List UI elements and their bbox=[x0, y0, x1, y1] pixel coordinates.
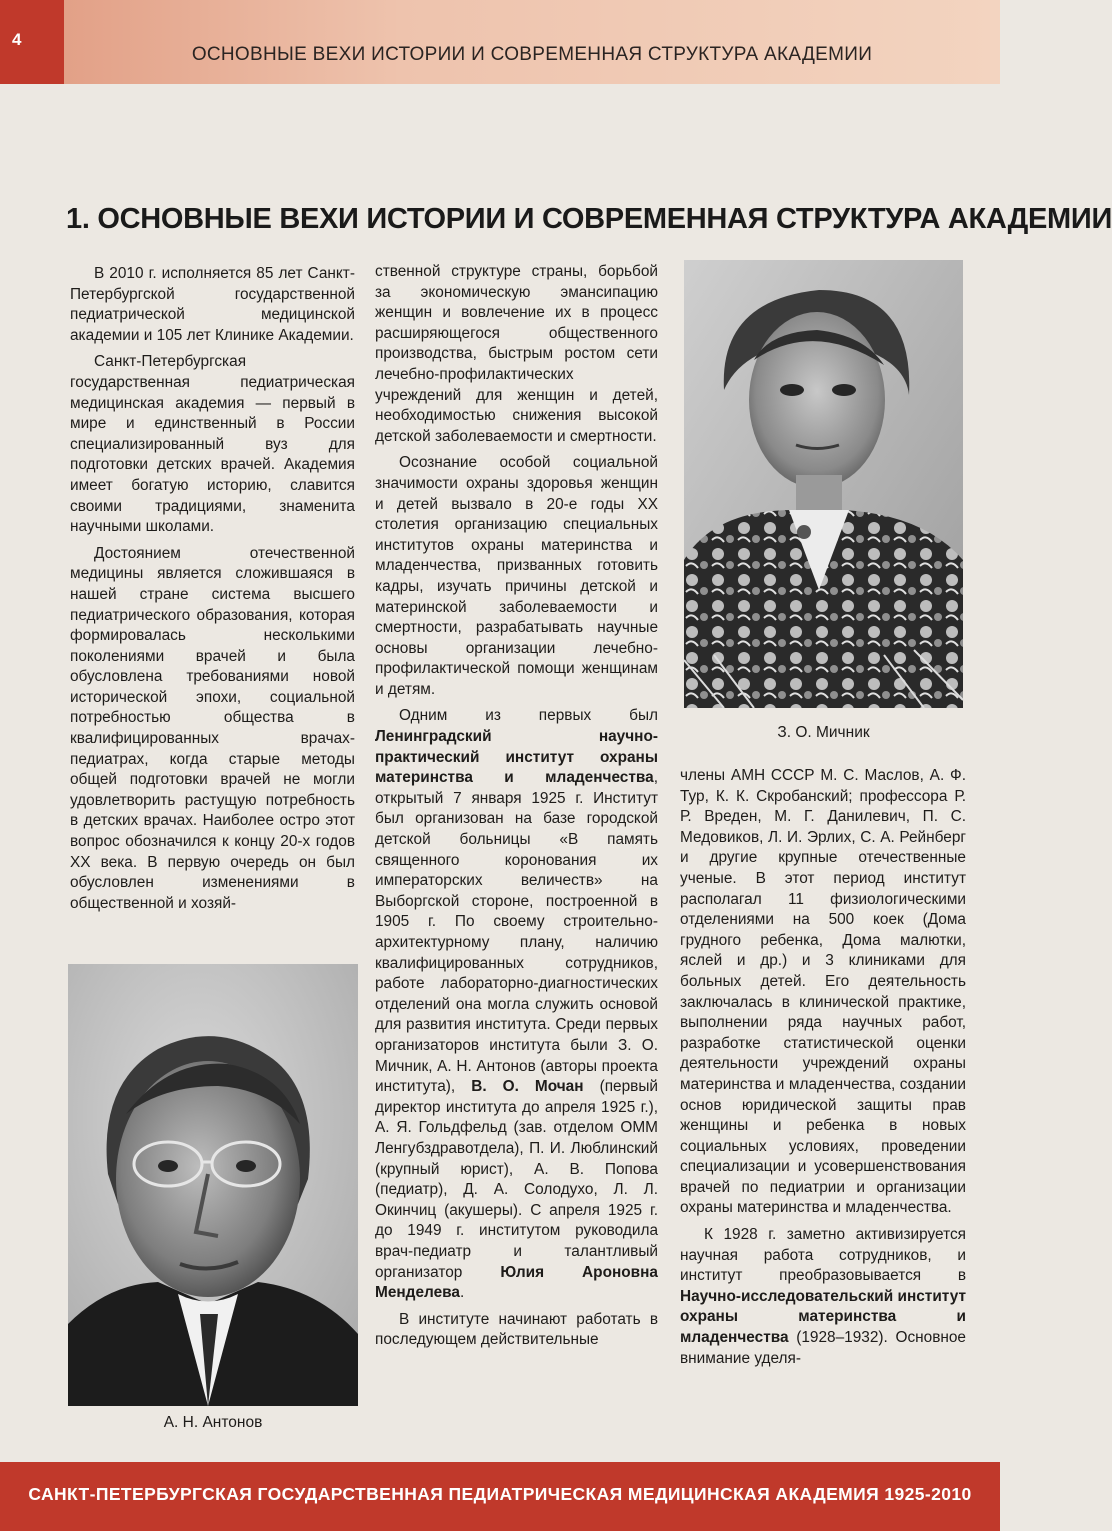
text-run: Одним из первых был bbox=[399, 707, 658, 725]
institute-name: Ленинградский научно-практический институт охраны материнства и младенчества bbox=[375, 728, 658, 787]
paragraph bbox=[680, 1225, 966, 1369]
person-name: Юлия Ароновна Менделева bbox=[375, 1263, 658, 1302]
page-number-box bbox=[0, 0, 64, 84]
running-title: ОСНОВНЫЕ ВЕХИ ИСТОРИИ И СОВРЕМЕННАЯ СТРУКТУРА АКАДЕМИИ bbox=[191, 44, 873, 65]
text-run: . bbox=[459, 1284, 465, 1302]
text-run: К 1928 г. заметно активизируется научная работа сотрудников, и институт преобразовывается в bbox=[680, 1226, 966, 1285]
paragraph: В 2010 г. исполняется 85 лет Санкт-Петербургской государственной педиатрической медицинской академии и 105 лет Клинике Академии. bbox=[70, 265, 355, 344]
portrait-michnik bbox=[684, 260, 963, 708]
footer-bar bbox=[0, 1462, 1000, 1531]
paragraph bbox=[375, 706, 658, 1303]
text-run: , открытый 7 января 1925 г. Институт был организован на базе городской детской больницы «В память священного коронования их императорских величеств» на Выборгской стороне, построенной в 1905 г. По своему строительно-архитектурному плану, наличию квалифицированных сотрудников, работе лабораторно-диагностических отделений она могла служить основой для развития института. Среди первых организаторов института были З. О. Мичник, А. Н. Антонов (авторы проекта института), bbox=[375, 769, 658, 1096]
page-number: 4 bbox=[12, 30, 22, 49]
photo-caption: А. Н. Антонов bbox=[163, 1414, 263, 1431]
text-run: (1928–1932). Основное внимание уделя- bbox=[680, 1329, 966, 1367]
header-bar bbox=[0, 0, 1000, 84]
paragraph: Осознание особой социальной значимости охраны здоровья женщин и детей вызвало в 20-е годы XX столетия организацию специальных институтов охраны материнства и младенчества, призванных готовить кадры, изучать причины детской и материнской заболеваемости и смертности, разрабатывать научные основы организации лечебно-профилактической помощи женщинам и детям. bbox=[375, 454, 658, 698]
text-run: (первый директор института до апреля 1925 г.), А. Я. Гольдфельд (зав. отделом ОММ Ленгубздравотдела), П. И. Люблинский (крупный юрист), А. В. Попова (педиатр), Д. А. Солодухо, Л. Л. Окинчиц (акушеры). С апреля 1925 г. до 1949 г. институтом руководила врач-педиатр и талантливый организатор bbox=[375, 1078, 658, 1281]
person-name: В. О. Мочан bbox=[471, 1078, 584, 1096]
text-column-2 bbox=[375, 262, 658, 1351]
paragraph: ственной структуре страны, борьбой за экономическую эмансипацию женщин и вовлечение их в процесс расширяющегося общественного производства, быстрым ростом сети лечебно-профилактических учреждений для женщин и детей, необходимостью снижения высокой детской заболеваемости и смертности. bbox=[375, 263, 658, 445]
paragraph: Достоянием отечественной медицины является сложившаяся в нашей стране система высшего педиатрического образования, которая формировалась несколькими поколениями врачей и была обусловлена требованиями новой исторической эпохи, социальной потребностью общества в квалифицированных врачах-педиатрах, когда старые методы общей подготовки врачей не могли удовлетворить растущую потребность в детских врачах. Наиболее остро этот вопрос обозначился к концу 20-х годов XX века. В первую очередь он был обусловлен изменениями в общественной и хозяй- bbox=[70, 544, 355, 912]
text-column-3 bbox=[680, 766, 966, 1369]
photo-caption: З. О. Мичник bbox=[777, 724, 870, 741]
article-title: 1. ОСНОВНЫЕ ВЕХИ ИСТОРИИ И СОВРЕМЕННАЯ СТРУКТУРА АКАДЕМИИ bbox=[66, 203, 1112, 235]
text-column-1 bbox=[70, 264, 355, 914]
paragraph: Санкт-Петербургская государственная педиатрическая медицинская академия — первый в мире и единственный в России специализированный вуз для подготовки детских врачей. Академия имеет богатую историю, славится своими традициями, знаменита научными школами. bbox=[70, 353, 355, 536]
paragraph: члены АМН СССР М. С. Маслов, А. Ф. Тур, К. К. Скробанский; профессора Р. Р. Вреден, М. Г. Данилевич, П. С. Медовиков, Л. И. Эрлих, С. А. Рейнберг и другие крупные отечественные ученые. В этот период институт располагал 11 физиологическими отделениями на 500 коек (Дома грудного ребенка, Дома малютки, яслей и др.) и 3 клиниками для больных детей. Его деятельность заключалась в клинической практике, выполнении ряда научных работ, разработке статистической оценки деятельности учреждений охраны материнства и младенчества, создании основ юридической защиты прав женщины и ребенка в новых социальных условиях, проведении специализации и усовершенствования врачей по педиатрии и организации охраны материнства и младенчества. bbox=[680, 767, 966, 1217]
paragraph: В институте начинают работать в последующем действительные bbox=[375, 1310, 658, 1349]
portrait-antonov bbox=[68, 964, 358, 1406]
footer-title: САНКТ-ПЕТЕРБУРГСКАЯ ГОСУДАРСТВЕННАЯ ПЕДИАТРИЧЕСКАЯ МЕДИЦИНСКАЯ АКАДЕМИЯ 1925-2010 bbox=[28, 1484, 972, 1504]
institute-name: Научно-исследовательский институт охраны материнства и младенчества bbox=[680, 1287, 967, 1347]
